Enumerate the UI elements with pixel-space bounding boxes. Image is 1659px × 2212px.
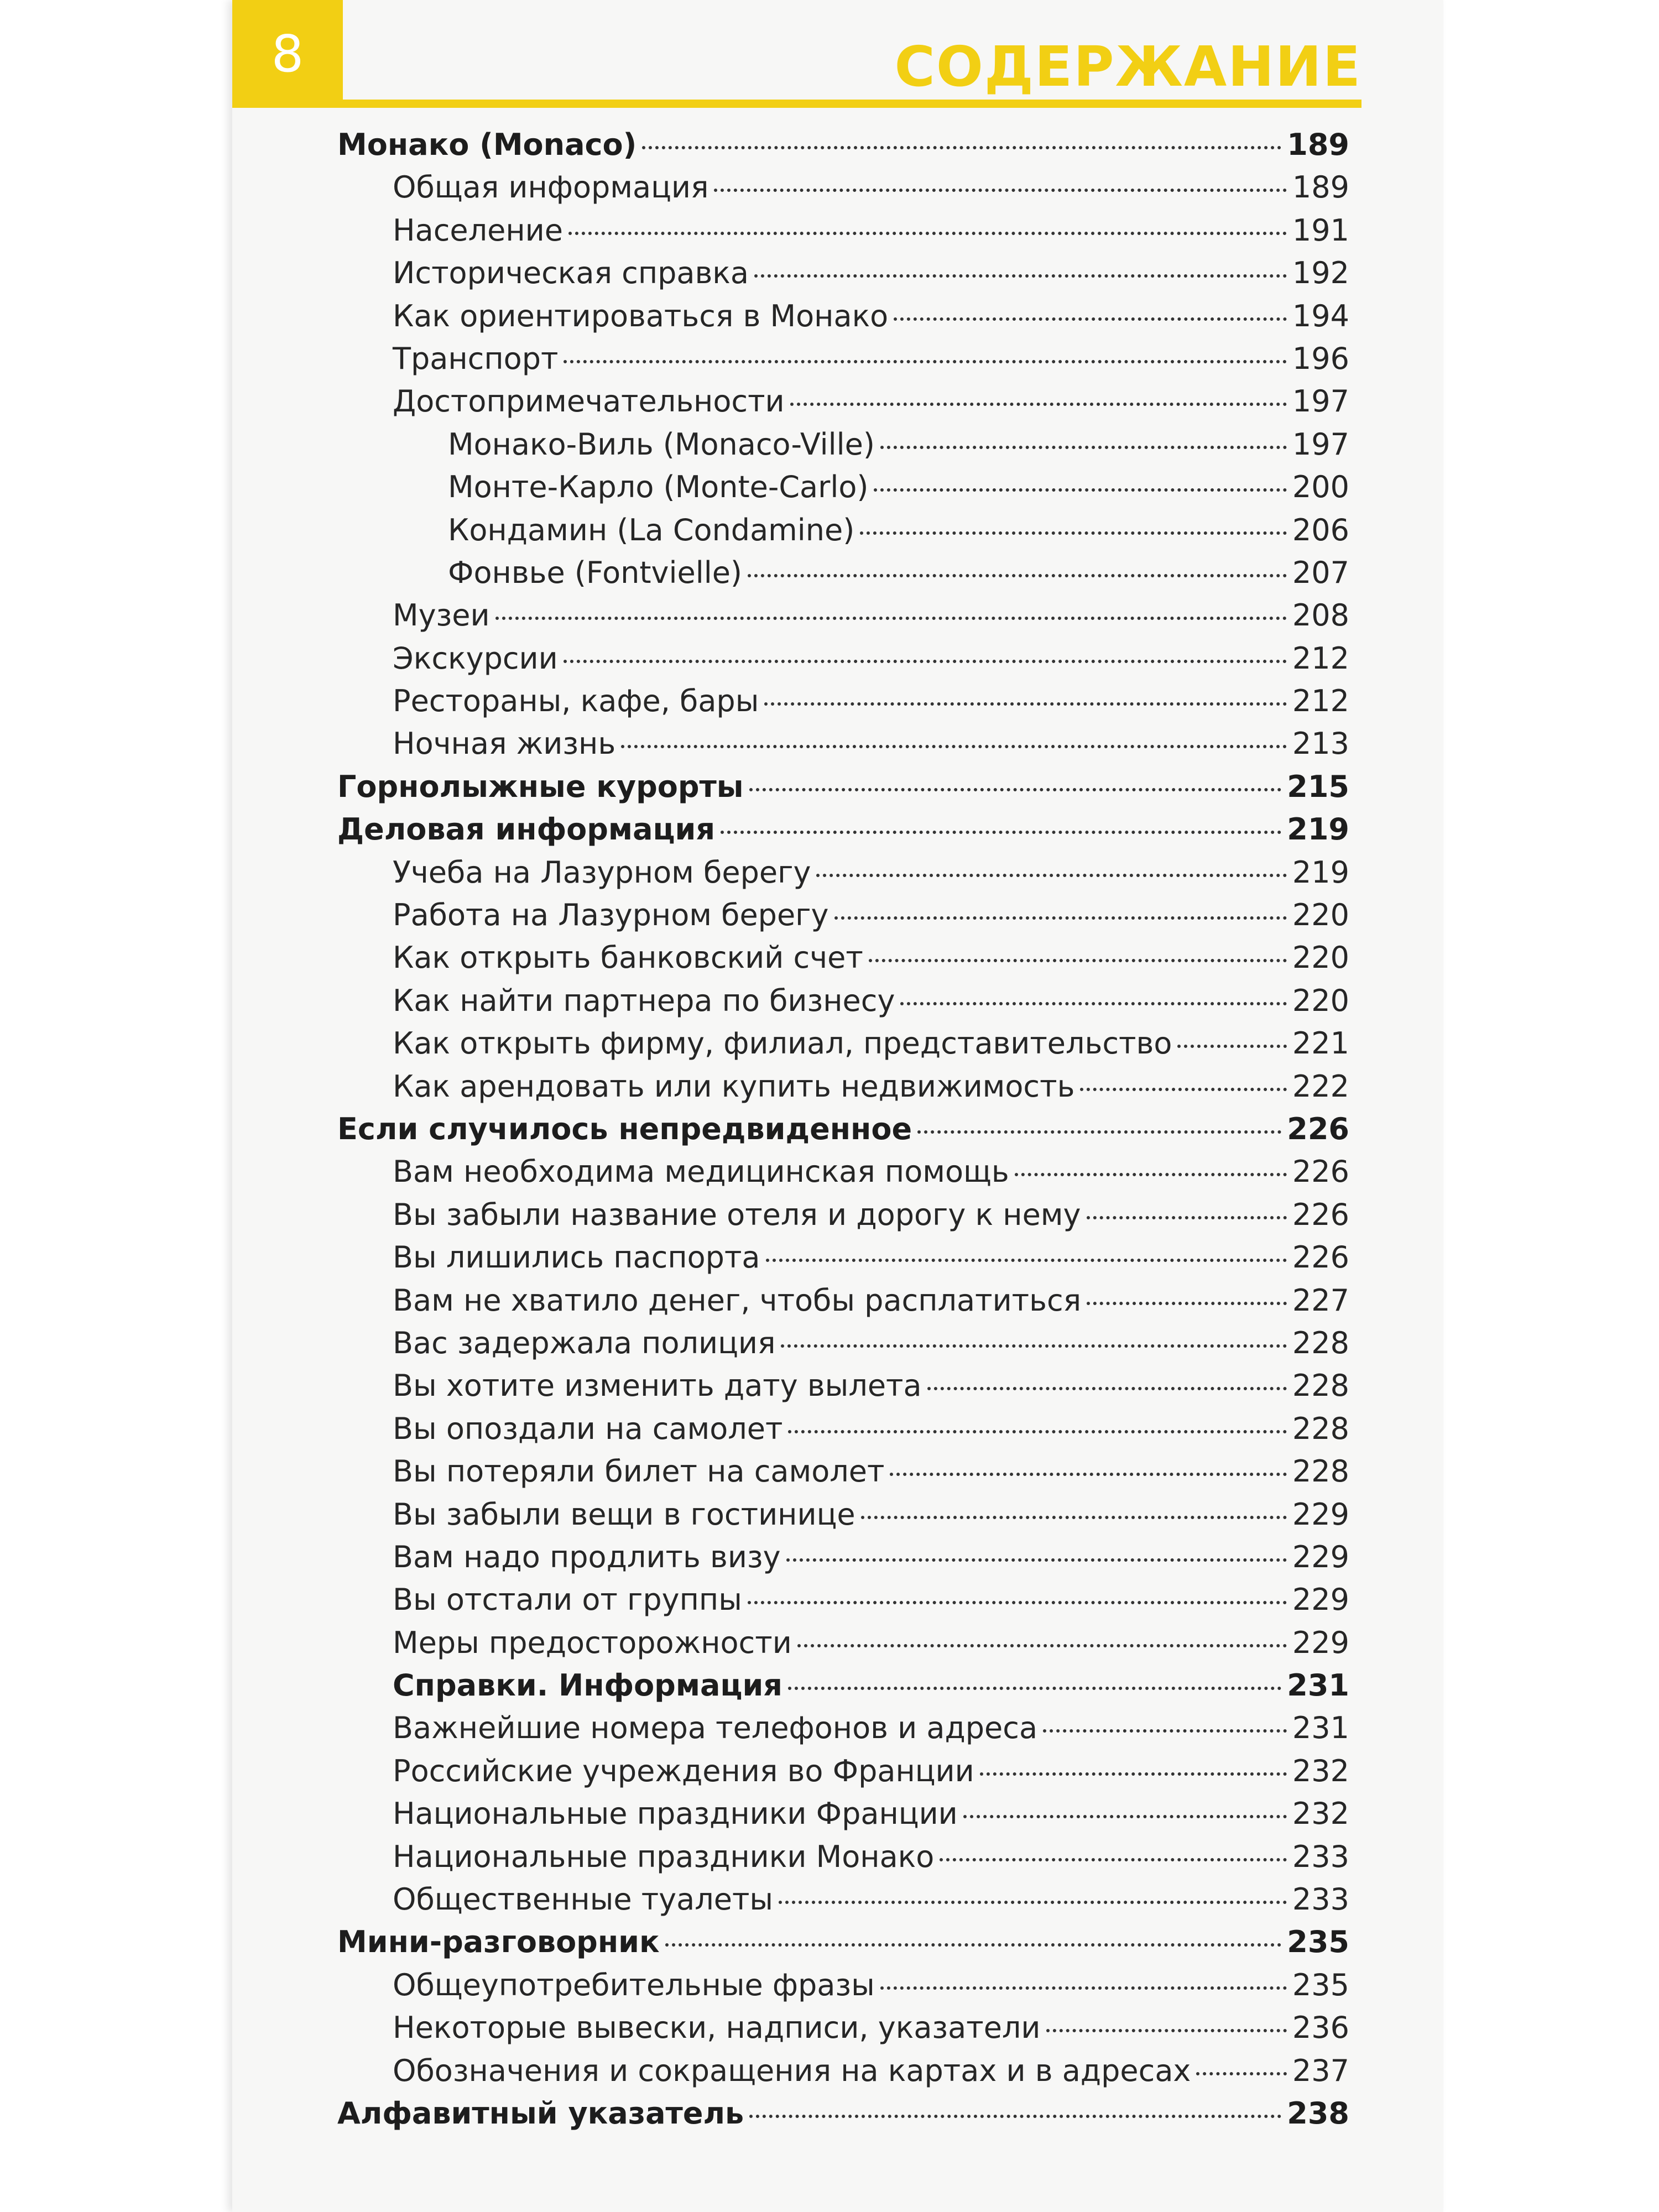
- dot-leader: [1177, 1045, 1287, 1048]
- toc-entry-title: Монако-Виль (Monaco-Ville): [448, 426, 875, 462]
- dot-leader: [1087, 1216, 1287, 1219]
- toc-entry-title: Музеи: [393, 598, 490, 633]
- toc-entry: [337, 1326, 1349, 1368]
- toc-entry-page: 189: [1287, 127, 1349, 162]
- toc-entry-title: Общеупотребительные фразы: [393, 1967, 875, 2002]
- toc-entry: [337, 855, 1349, 898]
- toc-entry-title: Вам надо продлить визу: [393, 1539, 781, 1574]
- toc-entry: [337, 513, 1349, 555]
- dot-leader: [816, 874, 1287, 877]
- toc-entry-page: 212: [1292, 640, 1349, 676]
- toc-entry-page: 228: [1292, 1454, 1349, 1489]
- toc-entry-page: 228: [1292, 1325, 1349, 1360]
- toc-entry-page: 194: [1292, 298, 1349, 333]
- toc-entry: [337, 769, 1349, 812]
- dot-leader: [890, 1473, 1286, 1476]
- toc-entry-page: 197: [1292, 426, 1349, 462]
- dot-leader: [1196, 2072, 1287, 2075]
- toc-entry-page: 219: [1287, 812, 1349, 847]
- toc-entry-page: 221: [1292, 1026, 1349, 1061]
- toc-entry-title: Национальные праздники Монако: [393, 1839, 935, 1874]
- toc-entry-page: 227: [1292, 1282, 1349, 1318]
- dot-leader: [764, 702, 1287, 706]
- toc-entry: [337, 341, 1349, 384]
- toc-entry-title: Алфавитный указатель: [337, 2095, 744, 2131]
- dot-leader: [917, 1130, 1281, 1134]
- toc-entry-page: 228: [1292, 1368, 1349, 1404]
- toc-entry-title: Мини-разговорник: [337, 1924, 660, 1960]
- toc-entry-title: Вам не хватило денег, чтобы расплатиться: [393, 1282, 1082, 1318]
- toc-entry: [337, 1283, 1349, 1326]
- dot-leader: [797, 1644, 1287, 1647]
- toc-entry-page: 226: [1287, 1111, 1349, 1146]
- dot-leader: [980, 1772, 1287, 1776]
- toc-entry-page: 232: [1292, 1753, 1349, 1788]
- dot-leader: [894, 317, 1287, 321]
- toc-entry-page: 229: [1292, 1625, 1349, 1660]
- dot-leader: [940, 1858, 1287, 1861]
- toc-entry: [337, 940, 1349, 983]
- toc-entry-page: 238: [1287, 2095, 1349, 2131]
- dot-leader: [788, 1687, 1281, 1690]
- toc-entry: [337, 1154, 1349, 1197]
- toc-entry-page: 232: [1292, 1796, 1349, 1832]
- toc-entry-page: 220: [1292, 983, 1349, 1018]
- toc-entry: [337, 555, 1349, 598]
- dot-leader: [874, 488, 1286, 492]
- toc-entry-title: Транспорт: [393, 341, 559, 376]
- dot-leader: [568, 232, 1287, 235]
- toc-entry-page: 228: [1292, 1411, 1349, 1446]
- dot-leader: [927, 1387, 1287, 1390]
- toc-entry-page: 220: [1292, 898, 1349, 933]
- toc-entry: [337, 1754, 1349, 1796]
- toc-entry-page: 220: [1292, 940, 1349, 975]
- dot-leader: [766, 1259, 1287, 1262]
- dot-leader: [721, 831, 1281, 834]
- toc-entry-page: 231: [1287, 1668, 1349, 1703]
- toc-entry-title: Вы забыли вещи в гостинице: [393, 1496, 855, 1532]
- toc-entry: [337, 641, 1349, 684]
- dot-leader: [748, 574, 1287, 577]
- dot-leader: [963, 1815, 1287, 1818]
- toc-entry: [337, 898, 1349, 940]
- toc-entry-title: Меры предосторожности: [393, 1625, 792, 1660]
- toc-entry: [337, 384, 1349, 426]
- toc-entry: [337, 2010, 1349, 2053]
- dot-leader: [861, 1516, 1287, 1519]
- toc-entry-page: 235: [1292, 1967, 1349, 2002]
- toc-entry-title: Ночная жизнь: [393, 726, 616, 761]
- toc-entry: [337, 1540, 1349, 1582]
- dot-leader: [564, 360, 1286, 363]
- toc-entry: [337, 213, 1349, 255]
- page-number: 8: [232, 0, 343, 108]
- toc-entry-page: 229: [1292, 1582, 1349, 1618]
- toc-entry-title: Если случилось непредвиденное: [337, 1111, 912, 1146]
- dot-leader: [714, 189, 1286, 192]
- toc-entry: [337, 127, 1349, 170]
- toc-entry: [337, 1882, 1349, 1924]
- toc-entry-page: 212: [1292, 684, 1349, 719]
- toc-entry: [337, 983, 1349, 1026]
- toc-entry-page: 236: [1292, 2010, 1349, 2046]
- toc-entry-title: Рестораны, кафе, бары: [393, 684, 759, 719]
- toc-entry-title: Достопримечательности: [393, 384, 785, 419]
- toc-entry-title: Население: [393, 212, 563, 248]
- toc-entry-title: Общая информация: [393, 170, 709, 205]
- toc-entry: [337, 299, 1349, 341]
- toc-entry-title: Некоторые вывески, надписи, указатели: [393, 2010, 1041, 2046]
- toc-entry-page: 229: [1292, 1539, 1349, 1574]
- toc-entry-page: 235: [1287, 1924, 1349, 1960]
- toc-entry: [337, 2096, 1349, 2138]
- toc-entry-title: Как ориентироваться в Монако: [393, 298, 889, 333]
- toc-entry-page: 229: [1292, 1496, 1349, 1532]
- toc-entry-title: Российские учреждения во Франции: [393, 1753, 974, 1788]
- toc-entry: [337, 1197, 1349, 1240]
- toc-entry-title: Вы забыли название отеля и дорогу к нему: [393, 1197, 1081, 1232]
- toc-entry-page: 237: [1292, 2053, 1349, 2088]
- toc-entry-title: Вы опоздали на самолет: [393, 1411, 783, 1446]
- toc-entry-page: 197: [1292, 384, 1349, 419]
- table-of-contents: [337, 127, 1349, 2138]
- dot-leader: [621, 745, 1287, 748]
- dot-leader: [786, 1558, 1287, 1562]
- dot-leader: [749, 788, 1282, 791]
- dot-leader: [880, 1986, 1287, 1990]
- toc-entry-page: 226: [1292, 1197, 1349, 1232]
- dot-leader: [790, 403, 1287, 406]
- dot-leader: [665, 1943, 1282, 1947]
- dot-leader: [869, 959, 1287, 962]
- toc-entry-title: Общественные туалеты: [393, 1882, 774, 1917]
- toc-entry-title: Вас задержала полиция: [393, 1325, 776, 1360]
- dot-leader: [860, 531, 1287, 535]
- toc-entry-page: 233: [1292, 1839, 1349, 1874]
- toc-entry: [337, 1839, 1349, 1882]
- toc-entry: [337, 1026, 1349, 1068]
- toc-entry: [337, 427, 1349, 469]
- toc-entry: [337, 1069, 1349, 1112]
- toc-entry-title: Вы хотите изменить дату вылета: [393, 1368, 922, 1404]
- dot-leader: [495, 617, 1287, 620]
- toc-entry: [337, 684, 1349, 726]
- toc-entry-title: Вы отстали от группы: [393, 1582, 742, 1618]
- toc-entry-title: Работа на Лазурном берегу: [393, 898, 829, 933]
- toc-entry-page: 208: [1292, 598, 1349, 633]
- toc-entry: [337, 469, 1349, 512]
- toc-entry-page: 222: [1292, 1068, 1349, 1104]
- toc-entry-page: 191: [1292, 212, 1349, 248]
- toc-entry: [337, 1497, 1349, 1540]
- toc-entry: [337, 726, 1349, 769]
- toc-entry-page: 219: [1292, 854, 1349, 890]
- dot-leader: [900, 1002, 1287, 1005]
- toc-entry-title: Обозначения и сокращения на картах и в адресах: [393, 2053, 1191, 2088]
- header-rule: [232, 100, 1361, 108]
- toc-entry-title: Как открыть фирму, филиал, представительство: [393, 1026, 1172, 1061]
- toc-entry-page: 215: [1287, 769, 1349, 804]
- toc-entry: [337, 255, 1349, 298]
- toc-entry: [337, 2053, 1349, 2096]
- toc-entry-title: Справки. Информация: [393, 1668, 782, 1703]
- toc-entry: [337, 1368, 1349, 1411]
- toc-entry-title: Национальные праздники Франции: [393, 1796, 958, 1832]
- dot-leader: [781, 1344, 1286, 1348]
- toc-entry-page: 192: [1292, 255, 1349, 291]
- dot-leader: [1015, 1173, 1287, 1176]
- toc-entry-title: Вам необходима медицинская помощь: [393, 1154, 1009, 1190]
- toc-entry-page: 231: [1292, 1710, 1349, 1746]
- toc-entry-title: Вы потеряли билет на самолет: [393, 1454, 885, 1489]
- toc-entry-page: 189: [1292, 170, 1349, 205]
- toc-entry: [337, 170, 1349, 212]
- toc-entry-title: Учеба на Лазурном берегу: [393, 854, 811, 890]
- toc-entry-title: Монако (Monaco): [337, 127, 637, 162]
- toc-entry-title: Фонвье (Fontvielle): [448, 555, 742, 590]
- toc-entry-title: Кондамин (La Condamine): [448, 512, 855, 547]
- toc-entry: [337, 1240, 1349, 1282]
- toc-entry-page: 226: [1292, 1240, 1349, 1275]
- toc-entry-page: 207: [1292, 555, 1349, 590]
- page-title: СОДЕРЖАНИЕ: [894, 34, 1361, 99]
- toc-entry: [337, 1454, 1349, 1496]
- toc-entry: [337, 1668, 1349, 1710]
- toc-entry-title: Историческая справка: [393, 255, 749, 291]
- dot-leader: [880, 446, 1287, 449]
- dot-leader: [779, 1901, 1287, 1904]
- dot-leader: [834, 916, 1287, 920]
- toc-entry-title: Как арендовать или купить недвижимость: [393, 1068, 1075, 1104]
- toc-entry: [337, 1411, 1349, 1454]
- dot-leader: [754, 274, 1287, 278]
- toc-entry: [337, 1582, 1349, 1625]
- toc-entry: [337, 598, 1349, 640]
- toc-entry: [337, 1625, 1349, 1668]
- dot-leader: [1043, 1729, 1287, 1733]
- toc-entry-title: Деловая информация: [337, 812, 716, 847]
- toc-entry: [337, 1968, 1349, 2010]
- dot-leader: [564, 660, 1287, 663]
- toc-entry-title: Монте-Карло (Monte-Carlo): [448, 469, 869, 505]
- toc-entry: [337, 812, 1349, 854]
- toc-entry: [337, 1924, 1349, 1967]
- dot-leader: [748, 1601, 1287, 1604]
- toc-entry-title: Важнейшие номера телефонов и адреса: [393, 1710, 1038, 1746]
- toc-entry: [337, 1796, 1349, 1839]
- toc-entry-title: Горнолыжные курорты: [337, 769, 744, 804]
- toc-entry-page: 233: [1292, 1882, 1349, 1917]
- dot-leader: [1087, 1302, 1287, 1305]
- toc-entry: [337, 1710, 1349, 1753]
- toc-entry-title: Экскурсии: [393, 640, 558, 676]
- dot-leader: [1046, 2029, 1287, 2032]
- toc-entry-title: Как найти партнера по бизнесу: [393, 983, 895, 1018]
- dot-leader: [1080, 1088, 1287, 1091]
- toc-entry-title: Вы лишились паспорта: [393, 1240, 760, 1275]
- dot-leader: [749, 2115, 1281, 2118]
- toc-entry-page: 206: [1292, 512, 1349, 547]
- toc-entry-page: 226: [1292, 1154, 1349, 1190]
- toc-entry: [337, 1112, 1349, 1154]
- toc-entry-page: 213: [1292, 726, 1349, 761]
- toc-entry-page: 196: [1292, 341, 1349, 376]
- toc-entry-page: 200: [1292, 469, 1349, 505]
- dot-leader: [788, 1430, 1286, 1433]
- dot-leader: [642, 146, 1281, 149]
- toc-entry-title: Как открыть банковский счет: [393, 940, 863, 975]
